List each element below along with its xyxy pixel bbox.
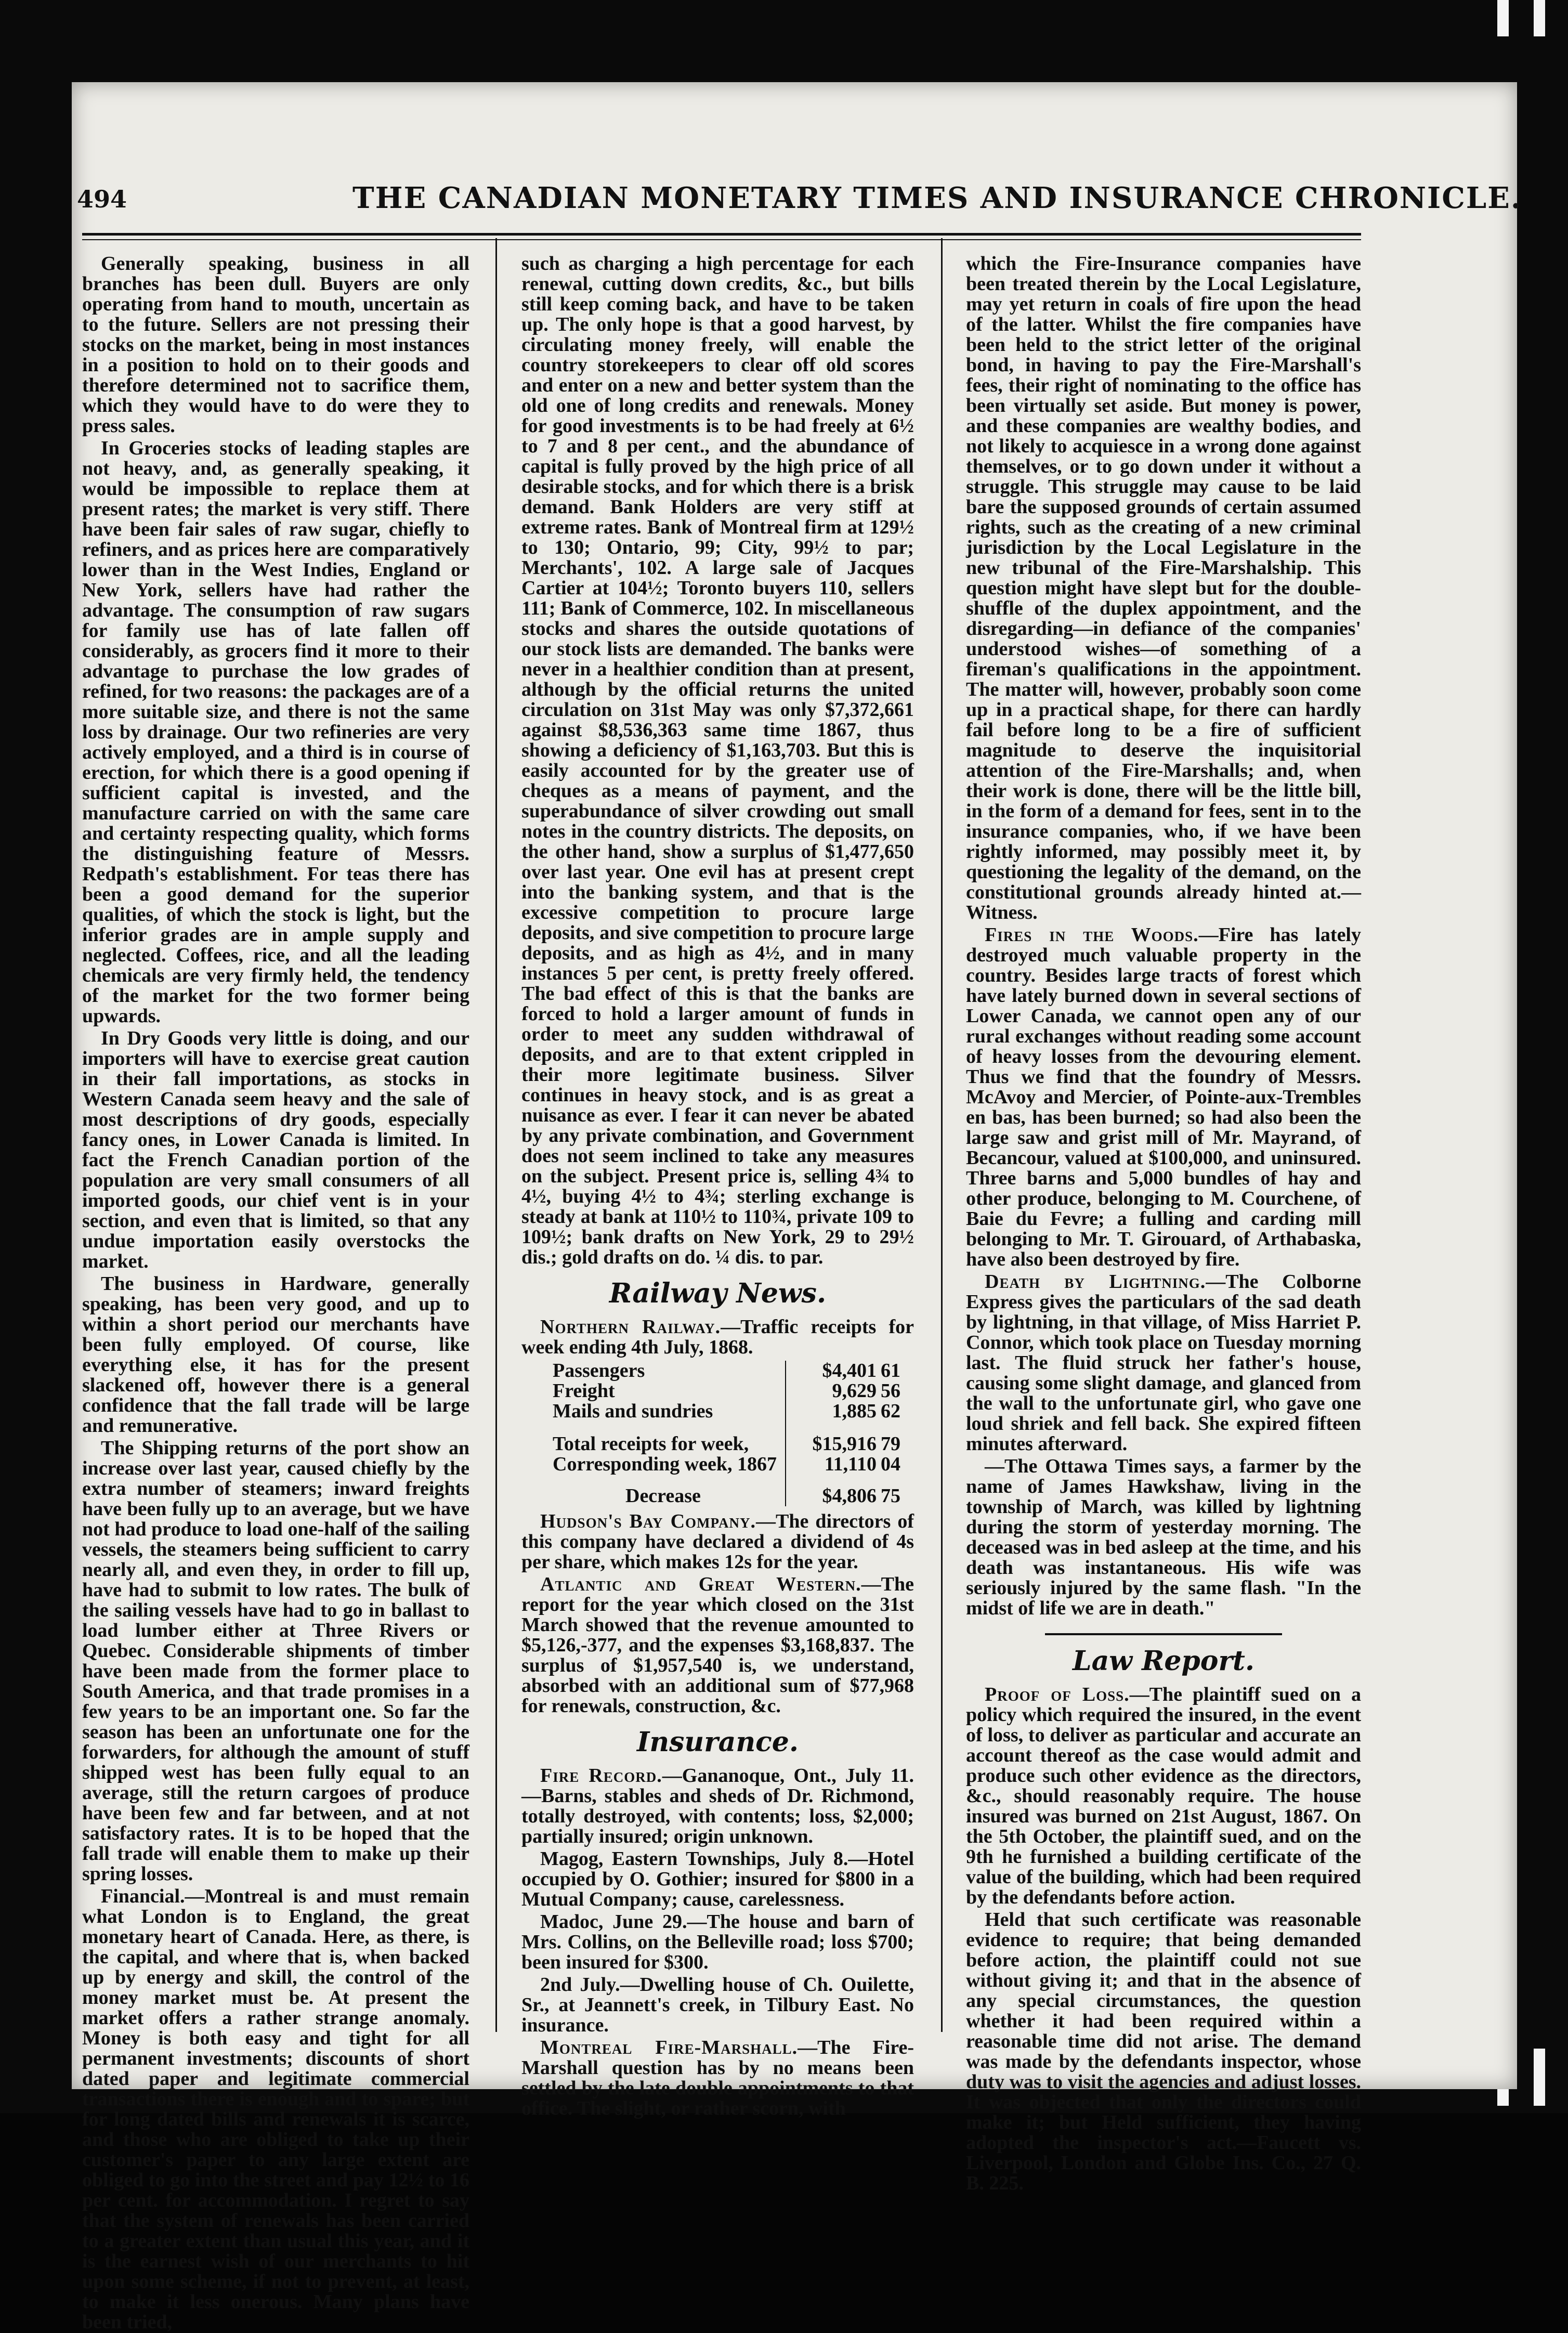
article-paragraph: Generally speaking, business in all branches has been dull. Buyers are only operating from hand to mouth, uncertain as to the future. Sellers are not pressing their stocks on the market, being in most instances in a position to hold on to their goods and therefore determined not to sacrifice them, which they would have to do were they to press sales. [82,253,469,437]
receipt-cents: 61 [881,1360,900,1381]
item-lead: Northern Railway. [540,1316,721,1338]
column-right [966,253,1361,2194]
newspaper-page [72,82,1522,2333]
column-rule [941,238,943,2032]
table-row [521,1361,914,1381]
item-text: —The Colborne Express gives the particulars of the sad death by lightning, in that village, of Miss Harriet P. Connor, which took place on Tuesday morning last. The fluid struck her father's house, causing some slight damage, and glanced from the wall to the unfortunate girl, who gave one loud shriek and fell back. She expired fifteen minutes afterward. [966,1271,1361,1455]
page-header [77,181,1522,217]
table-row [521,1454,914,1475]
page-number: 494 [77,185,127,213]
decrease-dollars: $4,806 [786,1475,879,1506]
article-paragraph: such as charging a high percentage for each renewal, cutting down credits, &c., but bills still keep coming back, and have to be taken up. The only hope is that a good harvest, by circulating money freely, will enable the country storekeepers to clear off old scores and enter on a new and better system than the old one of long credits and renewals. Money for good investments is to be had freely at 6½ to 7 and 8 per cent., and the abundance of capital is fully proved by the high price of all desirable stocks, and for which there is a brisk demand. Bank Holders are very stiff at extreme rates. Bank of Montreal firm at 129½ to 130; Ontario, 99; City, 99½ to par; Merchants', 102. A large sale of Jacques Cartier at 104½; Toronto buyers 110, sellers 111; Bank of Commerce, 102. In miscellaneous stocks and shares the outside quotations of our stock lists are demanded. The banks were never in a healthier condition than at present, although by the official returns the united circulation on 31st May was only $7,372,661 against $8,536,363 same time 1867, thus showing a deficiency of $1,163,703. But this is easily accounted for by the greater use of cheques as a means of payment, and the superabundance of silver crowding out small notes in the country districts. The deposits, on the other hand, show a surplus of $1,477,650 over last year. One evil has at present crept into the banking system, and that is the excessive competition to procure large deposits, and sive competition to procure large deposits, and as high as 4½, and in many instances 5 per cent, is pretty freely offered. The bad effect of this is that the banks are forced to hold a larger amount of funds in order to meet any sudden withdrawal of deposits, and are to that extent crippled in their more legitimate business. Silver continues in heavy stock, and is as great a nuisance as ever. I fear it can never be abated by any private combination, and Government does not seem inclined to take any measures on the subject. Present price is, selling 4¾ to 4½, buying 4½ to 4¾; sterling exchange is steady at bank at 110½ to 110¾, private 109 to 109½; bank drafts on New York, 29 to 29½ dis.; gold drafts on do. ¼ dis. to par. [521,253,914,1268]
article-paragraph: —The Ottawa Times says, a farmer by the name of James Hawkshaw, living in the township of March, was killed by lightning during the storm of yesterday morning. The deceased was in bed asleep at the time, and his death was instantaneous. His wife was seriously injured by the same flash. "In the midst of life we are in death." [966,1455,1361,1619]
item-text: —Fire has lately destroyed much valuable property in the country. Besides large tracts of forest which have lately burned down in several sections of Lower Canada, we cannot open any of our rural exchanges without reading some account of heavy losses from the devouring element. Thus we find that the foundry of Messrs. McAvoy and Mercier, of Pointe-aux-Trembles en bas, has been burned; so had also been the large saw and grist mill of Mr. Mayrand, of Becancour, valued at $100,000, and uninsured. Three barns and 5,000 bundles of hay and other produce, belonging to M. Courchene, of Baie du Fevre; a fulling and carding mill belonging to Mr. T. Girouard, of Arthabaska, have also been destroyed by fire. [966,924,1361,1270]
item-lead: Montreal Fire-Marshall. [540,2037,798,2058]
receipt-dollars: 1,885 [786,1401,879,1422]
decrease-label: Decrease [625,1485,701,1507]
column-middle [521,253,914,2119]
table-row [521,1381,914,1401]
film-edge-mark [1534,0,1545,36]
receipt-dollars: $4,401 [786,1361,879,1381]
column-left [82,253,469,2333]
article-paragraph: The business in Hardware, generally speaking, has been very good, and up to within a short period our merchants have been fully employed. Of course, like everything else, it has for the present slackened off, however there is a general confidence that the fall trade will be large and remunerative. [82,1273,469,1437]
traffic-receipts-table [521,1361,914,1506]
item-lead: Death by Lightning. [985,1271,1206,1293]
total-cents: 79 [881,1433,900,1455]
article-paragraph: which the Fire-Insurance companies have been treated therein by the Local Legislature, may yet return in coals of fire upon the head of the latter. Whilst the fire companies have been held to the strict letter of the original bond, in having to pay the Fire-Marshall's fees, their right of nominating to the office has been virtually set aside. But money is power, and these companies are wealthy bodies, and not likely to acquiesce in a wrong done against themselves, or to go down under it without a struggle. This struggle may cause to be laid bare the supposed grounds of certain assumed rights, such as the creating of a new criminal jurisdiction by the Local Legislature in the new tribunal of the Fire-Marshalship. This question might have slept but for the double-shuffle of the duplex appointment, and the disregarding—in defiance of the companies' understood wishes—of something of a fireman's qualifications in the appointment. The matter will, however, probably soon come up in a practical shape, for there can hardly fail before long to be a fire of sufficient magnitude to deserve the inquisitorial attention of the Fire-Marshalls; and, when their work is done, there will be the little bill, in the form of a demand for fees, sent in to the insurance companies, who, if we have been rightly informed, may possibly meet it, by questioning the legality of the demand, on the constitutional grounds already hinted at.—Witness. [966,253,1361,923]
film-edge-mark [1534,2049,1545,2106]
item-lead: Proof of Loss. [985,1684,1130,1705]
header-rule [82,233,1361,236]
table-row [521,1422,914,1454]
item-text: —The directors of this company have declared a dividend of 4s per share, which makes 12s for the year. [521,1510,914,1573]
section-separator [1045,1633,1282,1635]
article-paragraph: Held that such certificate was reasonable evidence to require; that being demanded before action, the plaintiff could not sue without giving it; and that in the absence of any special circumstances, the question whether it had been required within a reasonable time did not arise. The demand was made by the defendants inspector, whose duty was to visit the agencies and adjust losses. It was objected that only the directors could make it; but Held sufficient, they having adopted the inspector's act.—Faucett vs. Liverpool, London and Globe Ins. Co., 27 Q. B. 225. [966,1909,1361,2194]
article-paragraph: Financial.—Montreal is and must remain what London is to England, the great monetary heart of Canada. Here, as there, is the capital, and where that is, when backed up by energy and skill, the control of the money market must be. At present the market offers a rather strange anomaly. Money is both easy and tight for all permanent investments; discounts of short dated paper and legitimate commercial transactions there is enough and to spare; but for long dated bills and renewals it is scarce, and those who are obliged to take up their customer's paper to any large extent are obliged to go into the street and pay 12½ to 16 per cent. for accommodation. I regret to say that the system of renewals has been carried to a greater extent than usual this year, and it is the earnest wish of our merchants to hit upon some scheme, if not to prevent, at least, to make it less onerous. Many plans have been tried, [82,1885,469,2333]
receipt-cents: 62 [881,1400,900,1422]
receipt-label: Passengers [553,1360,645,1381]
column-rule [495,238,497,2032]
section-heading-railway: Railway News. [609,1278,827,1309]
corresponding-cents: 04 [881,1453,900,1475]
film-edge-mark [1497,0,1509,36]
article-paragraph: In Groceries stocks of leading staples are not heavy, and, as generally speaking, it would be impossible to replace them at present rates; the market is very stiff. There have been fair sales of raw sugar, chiefly to refiners, and as prices here are comparatively lower than in the West Indies, England or New York, sellers have had rather the advantage. The consumption of raw sugars for family use has of late fallen off considerably, as grocers find it more to their advantage to purchase the low grades of refined, for two reasons: the packages are of a more suitable size, and there is not the same loss by drainage. Our two refineries are very actively employed, and a third is in course of erection, for which there is a good opening if sufficient capital is invested, and the manufacture carried on with the same care and certainty respecting quality, which forms the distinguishing feature of Messrs. Redpath's establishment. For teas there has been a good demand for the superior qualities, of which the stock is light, but the inferior grades are in ample supply and neglected. Coffees, rice, and all the leading chemicals are very firmly held, the tendency of the market for the two former being upwards. [82,437,469,1027]
receipt-dollars: 9,629 [786,1381,879,1401]
section-heading-law: Law Report. [1073,1645,1255,1677]
item-text: —The Fire-Marshall question has by no means been settled by the late double appointments to that office. The slight, or rather scorn, with [521,2037,914,2119]
corresponding-label: Corresponding week, 1867 [553,1453,777,1475]
section-heading-insurance: Insurance. [637,1726,799,1758]
receipt-cents: 56 [881,1380,900,1402]
item-lead: Hudson's Bay Company. [540,1510,756,1532]
item-text: —The plaintiff sued on a policy which required the insured, in the event of loss, to deliver as particular and accurate an account thereof as the case would admit and produce such other evidence as the directors, &c., should reasonably require. The house insured was burned on 21st August, 1867. On the 5th October, the plaintiff sued, and on the 9th he furnished a building certificate of the value of the building, which had been required by the defendants before action. [966,1684,1361,1908]
publication-title: THE CANADIAN MONETARY TIMES AND INSURANCE CHRONICLE. [352,181,1522,215]
item-text: —Traffic receipts for week ending 4th July, 1868. [521,1316,914,1358]
article-paragraph: In Dry Goods very little is doing, and our importers will have to exercise great caution in their fall importations, as stocks in Western Canada seem heavy and the sale of most descriptions of dry goods, especially fancy ones, in Lower Canada is limited. In fact the French Canadian portion of the population are very small consumers of all imported goods, our chief vent is in your section, and even that is limited, so that any undue importation easily overstocks the market. [82,1027,469,1272]
item-text: —The report for the year which closed on the 31st March showed that the revenue amounted to $5,126,-377, and the expenses $3,168,837. The surplus of $1,957,540 is, we understand, absorbed with an additional sum of $77,968 for renewals, construction, &c. [521,1573,914,1717]
item-text: —Gananoque, Ont., July 11.—Barns, stables and sheds of Dr. Richmond, totally destroyed, with contents; loss, $2,000; partially insured; origin unknown. [521,1765,914,1847]
receipt-label: Mails and sundries [553,1400,713,1422]
header-rule-thin [82,239,1361,240]
total-dollars: $15,916 [786,1422,879,1454]
table-row [521,1475,914,1506]
corresponding-dollars: 11,110 [786,1454,879,1475]
item-lead: Fire Record. [540,1765,662,1787]
total-label: Total receipts for week, [553,1433,749,1455]
article-paragraph: 2nd July.—Dwelling house of Ch. Ouilette, Sr., at Jeannett's creek, in Tilbury East. No insurance. [521,1974,914,2036]
item-lead: Fires in the Woods. [985,924,1199,946]
article-paragraph: The Shipping returns of the port show an increase over last year, caused chiefly by the extra number of steamers; inward freights have been fully up to an average, but we have not had produce to load one-half of the sailing vessels, the steamers being sufficient to carry nearly all, and even they, in order to fill up, have had to submit to low rates. The bulk of the sailing vessels have had to go in ballast to load lumber either at Three Rivers or Quebec. Considerable shipments of timber have been made from the former place to South America, and that trade promises in a few years to be an important one. So far the season has been an unfortunate one for the forwarders, for although the amount of stuff shipped west has been fully equal to an average, still the return cargoes of produce have been few and far between, and at not satisfactory rates. It is to be hoped that the fall trade will enable them to make up their spring losses. [82,1437,469,1885]
item-lead: Atlantic and Great Western. [540,1573,861,1595]
article-paragraph: Madoc, June 29.—The house and barn of Mrs. Collins, on the Belleville road; loss $700; been insured for $300. [521,1911,914,1973]
decrease-cents: 75 [881,1485,900,1507]
table-row [521,1401,914,1422]
receipt-label: Freight [553,1380,615,1402]
article-paragraph: Magog, Eastern Townships, July 8.—Hotel occupied by O. Gothier; insured for $800 in a Mutual Company; cause, carelessness. [521,1848,914,1910]
